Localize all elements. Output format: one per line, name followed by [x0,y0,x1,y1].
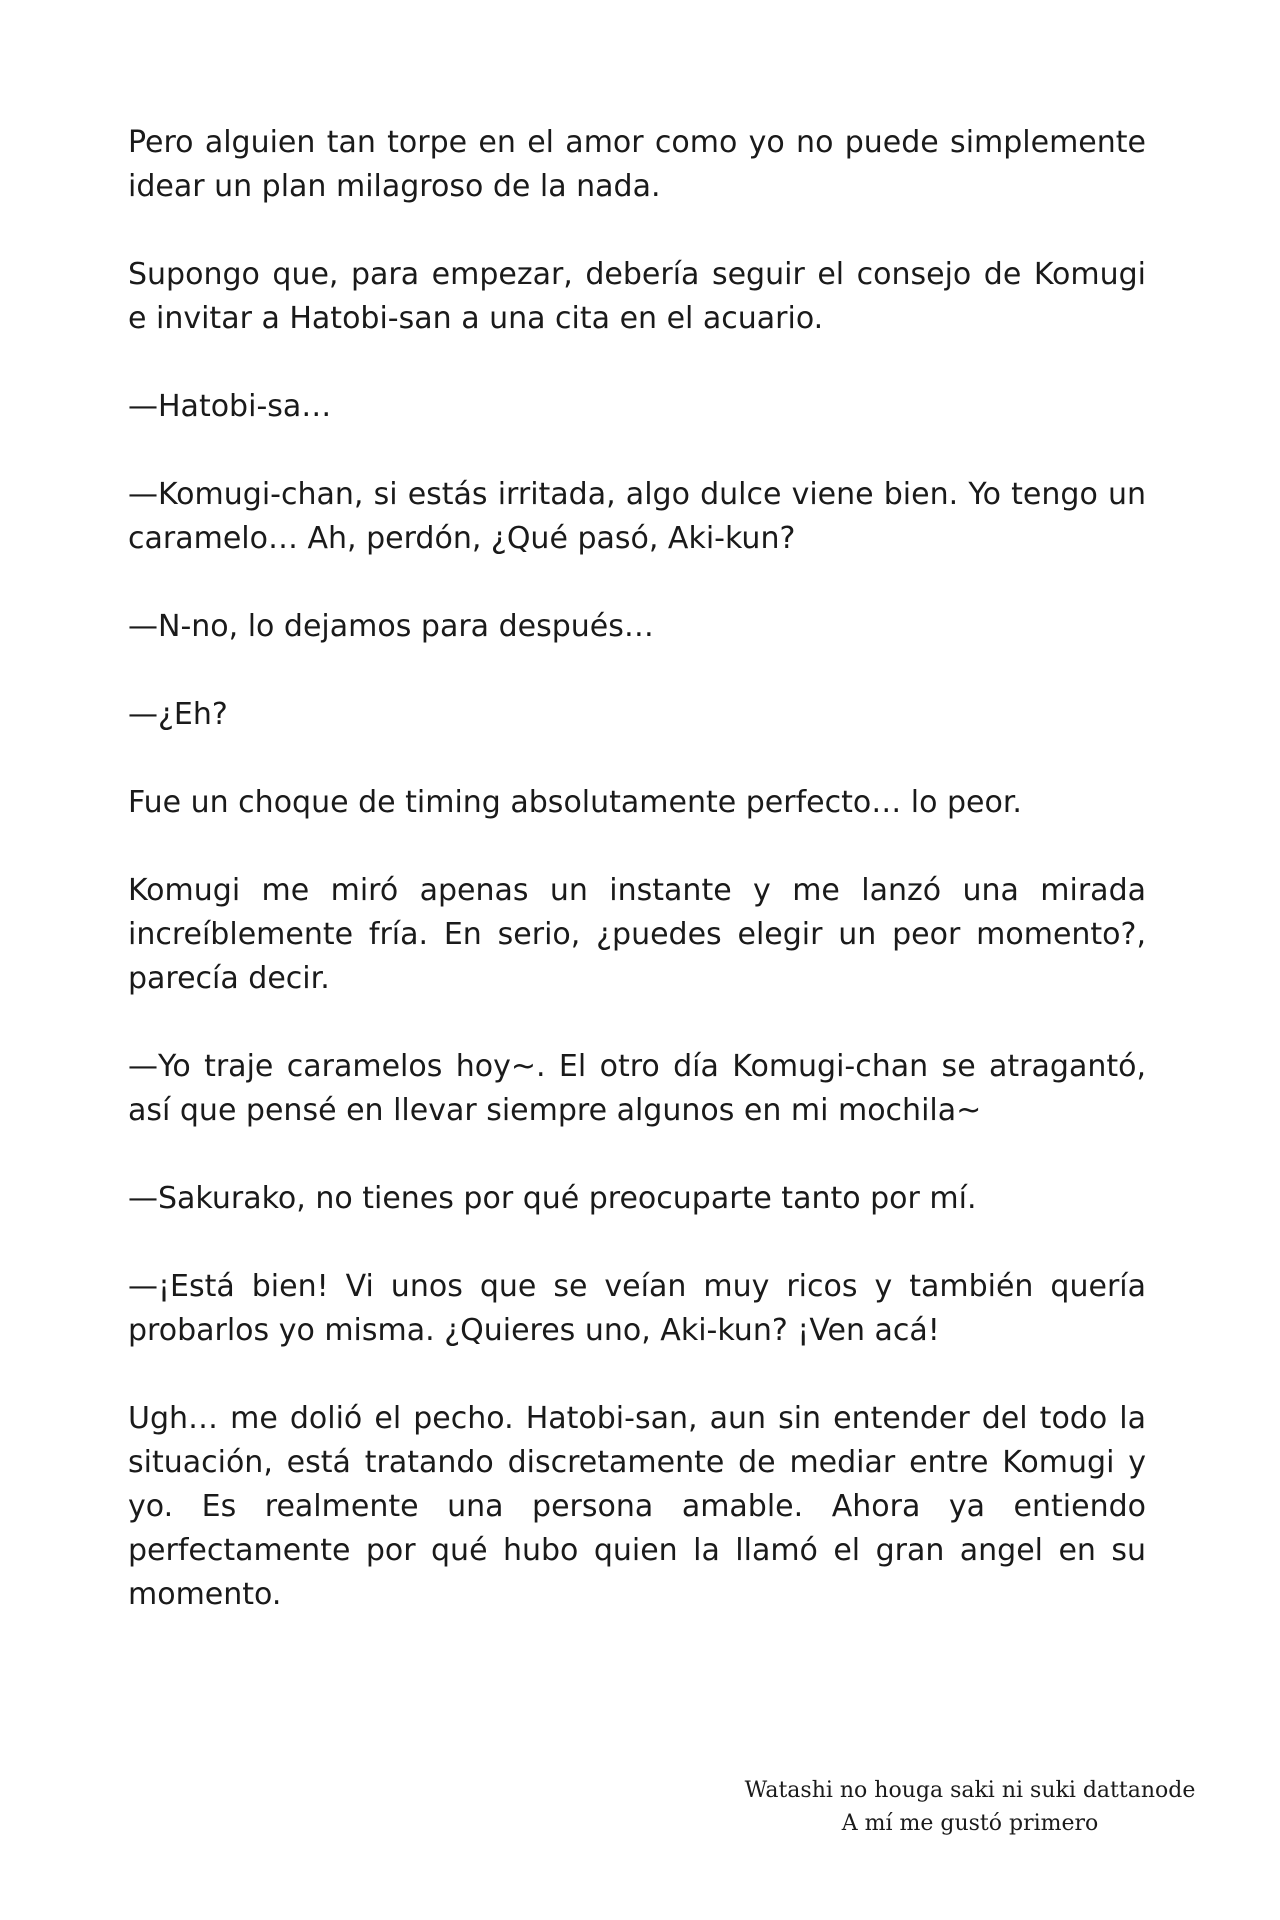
paragraph: —Komugi-chan, si estás irritada, algo dulce viene bien. Yo tengo un caramelo… Ah, perdón, ¿Qué pasó, Aki-kun? [128,477,1146,556]
paragraph: —¿Eh? [128,697,228,732]
paragraph: Pero alguien tan torpe en el amor como yo no puede simplemente idear un plan milagroso de la nada. [128,125,1146,204]
paragraph: Supongo que, para empezar, debería seguir el consejo de Komugi e invitar a Hatobi-san a una cita en el acuario. [128,257,1146,336]
body-text [128,121,1146,1617]
paragraph: —N-no, lo dejamos para después… [128,609,654,644]
paragraph: —¡Está bien! Vi unos que se veían muy ricos y también quería probarlos yo misma. ¿Quieres uno, Aki-kun? ¡Ven acá! [128,1269,1146,1348]
footer-title-romaji: Watashi no houga saki ni suki dattanode [744,1778,1196,1803]
paragraph: —Yo traje caramelos hoy~. El otro día Komugi-chan se atragantó, así que pensé en llevar siempre algunos en mi mochila~ [128,1049,1146,1128]
paragraph: Ugh… me dolió el pecho. Hatobi-san, aun sin entender del todo la situación, está tratando discretamente de mediar entre Komugi y yo. Es realmente una persona amable. Ahora ya entiendo perfectamente por qué hubo quien la llamó el gran angel en su momento. [128,1401,1146,1612]
paragraph: Fue un choque de timing absolutamente perfecto… lo peor. [128,785,1022,820]
footer-title-spanish: A mí me gustó primero [841,1811,1099,1836]
page-footer [740,1774,1200,1840]
paragraph: Komugi me miró apenas un instante y me lanzó una mirada increíblemente fría. En serio, ¿puedes elegir un peor momento?, parecía decir. [128,873,1146,996]
paragraph: —Hatobi-sa… [128,389,332,424]
paragraph: —Sakurako, no tienes por qué preocuparte tanto por mí. [128,1181,977,1216]
